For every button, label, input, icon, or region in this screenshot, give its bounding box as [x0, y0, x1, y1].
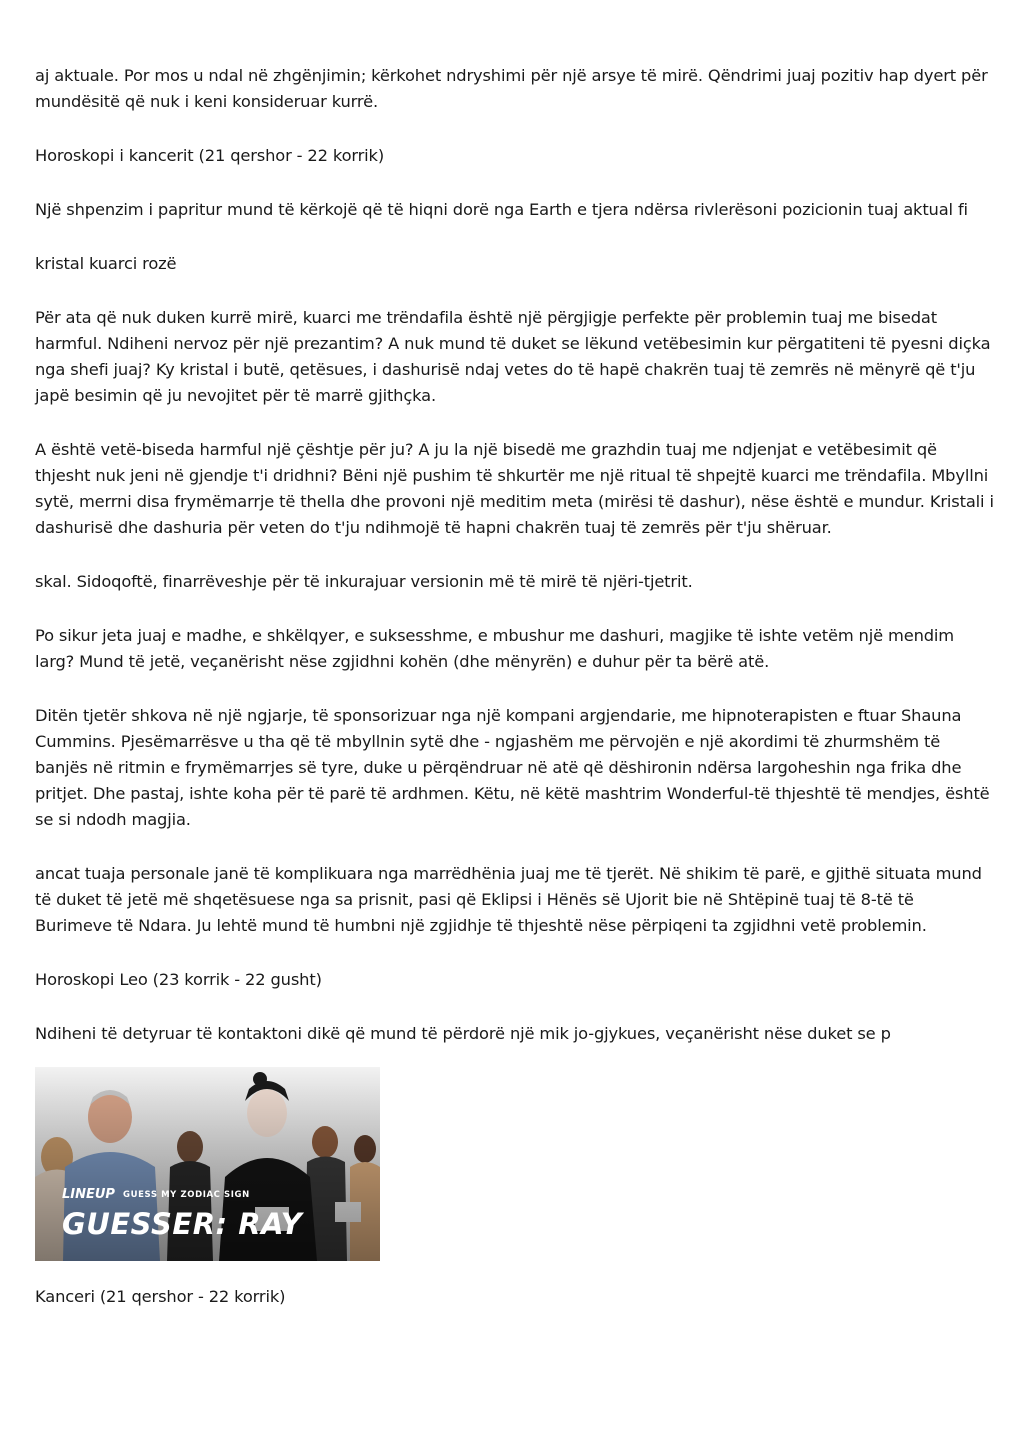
- paragraph: Po sikur jeta juaj e madhe, e shkëlqyer, e suksesshme, e mbushur me dashuri, magjike të ishte vetëm një mendim larg? Mund të jetë, veçanërisht nëse zgjidhni kohën (dhe mënyrën) e duhur për ta bërë atë.: [35, 626, 955, 671]
- image-caption: Kanceri (21 qershor - 22 korrik): [35, 1287, 286, 1306]
- overlay-title: GUESSER: RAY: [62, 1207, 303, 1241]
- paragraph: aj aktuale. Por mos u ndal në zhgënjimin; kërkohet ndryshimi për një arsye të mirë. Qëndrimi juaj pozitiv hap dyert për mundësitë që nuk i keni konsideruar kurrë.: [35, 66, 988, 111]
- video-thumbnail-image: [35, 1067, 380, 1261]
- paragraph: Ndiheni të detyruar të kontaktoni dikë që mund të përdorë një mik jo-gjykues, veçanërisht nëse duket se p: [35, 1024, 891, 1043]
- section-heading: kristal kuarci rozë: [35, 254, 177, 273]
- section-heading: Horoskopi Leo (23 korrik - 22 gusht): [35, 970, 322, 989]
- paragraph: skal. Sidoqoftë, finarrëveshje për të inkurajuar versionin më të mirë të njëri-tjetrit.: [35, 572, 693, 591]
- paragraph: A është vetë-biseda harmful një çështje për ju? A ju la një bisedë me grazhdin tuaj me ndjenjat e vetëbesimit që thjesht nuk jeni në gjendje t'i dridhni? Bëni një pushim të shkurtër me një ritual të shpejtë kuarci me trëndafila. Mbyllni sytë, merrni disa frymëmarrje të thella dhe provoni një meditim meta (mirësi të dashur), nëse është e mundur. Kristali i dashurisë dhe dashuria për veten do t'ju ndihmojë të hapni chakrën tuaj të zemrës për t'ju shëruar.: [35, 440, 994, 537]
- paragraph: Një shpenzim i papritur mund të kërkojë që të hiqni dorë nga Earth e tjera ndërsa rivlerësoni pozicionin tuaj aktual fi: [35, 200, 968, 219]
- overlay-subtitle: GUESS MY ZODIAC SIGN: [123, 1190, 250, 1200]
- document-page: [35, 63, 995, 1310]
- section-heading: Horoskopi i kancerit (21 qershor - 22 korrik): [35, 146, 385, 165]
- paragraph: Për ata që nuk duken kurrë mirë, kuarci me trëndafila është një përgjigje perfekte për problemin tuaj me bisedat harmful. Ndiheni nervoz për një prezantim? A nuk mund të duket se lëkund vetëbesimin kur përgatiteni të pyesni diçka nga shefi juaj? Ky kristal i butë, qetësues, i dashurisë ndaj vetes do të hapë chakrën tuaj të zemrës në mënyrë që t'ju japë besimin që ju nevojitet për të marrë gjithçka.: [35, 308, 991, 405]
- overlay-tag: LINEUP: [62, 1187, 115, 1202]
- thumbnail-illustration: [35, 1067, 380, 1261]
- paragraph: Ditën tjetër shkova në një ngjarje, të sponsorizuar nga një kompani argjendarie, me hipnoterapisten e ftuar Shauna Cummins. Pjesëmarrësve u tha që të mbyllnin sytë dhe - ngjashëm me përvojën e një akordimi të zhurmshëm të banjës në ritmin e frymëmarrjes së tyre, duke u përqëndruar në atë që dëshironin ndërsa largoheshin nga frika dhe pritjet. Dhe pastaj, ishte koha për të parë të ardhmen. Këtu, në këtë mashtrim Wonderful-të thjeshtë të mendjes, është se si ndodh magjia.: [35, 706, 990, 829]
- paragraph: ancat tuaja personale janë të komplikuara nga marrëdhënia juaj me të tjerët. Në shikim të parë, e gjithë situata mund të duket të jetë më shqetësuese nga sa prisnit, pasi që Eklipsi i Hënës së Ujorit bie në Shtëpinë tuaj të 8-të të Burimeve të Ndara. Ju lehtë mund të humbni një zgjidhje të thjeshtë nëse përpiqeni ta zgjidhni vetë problemin.: [35, 864, 982, 935]
